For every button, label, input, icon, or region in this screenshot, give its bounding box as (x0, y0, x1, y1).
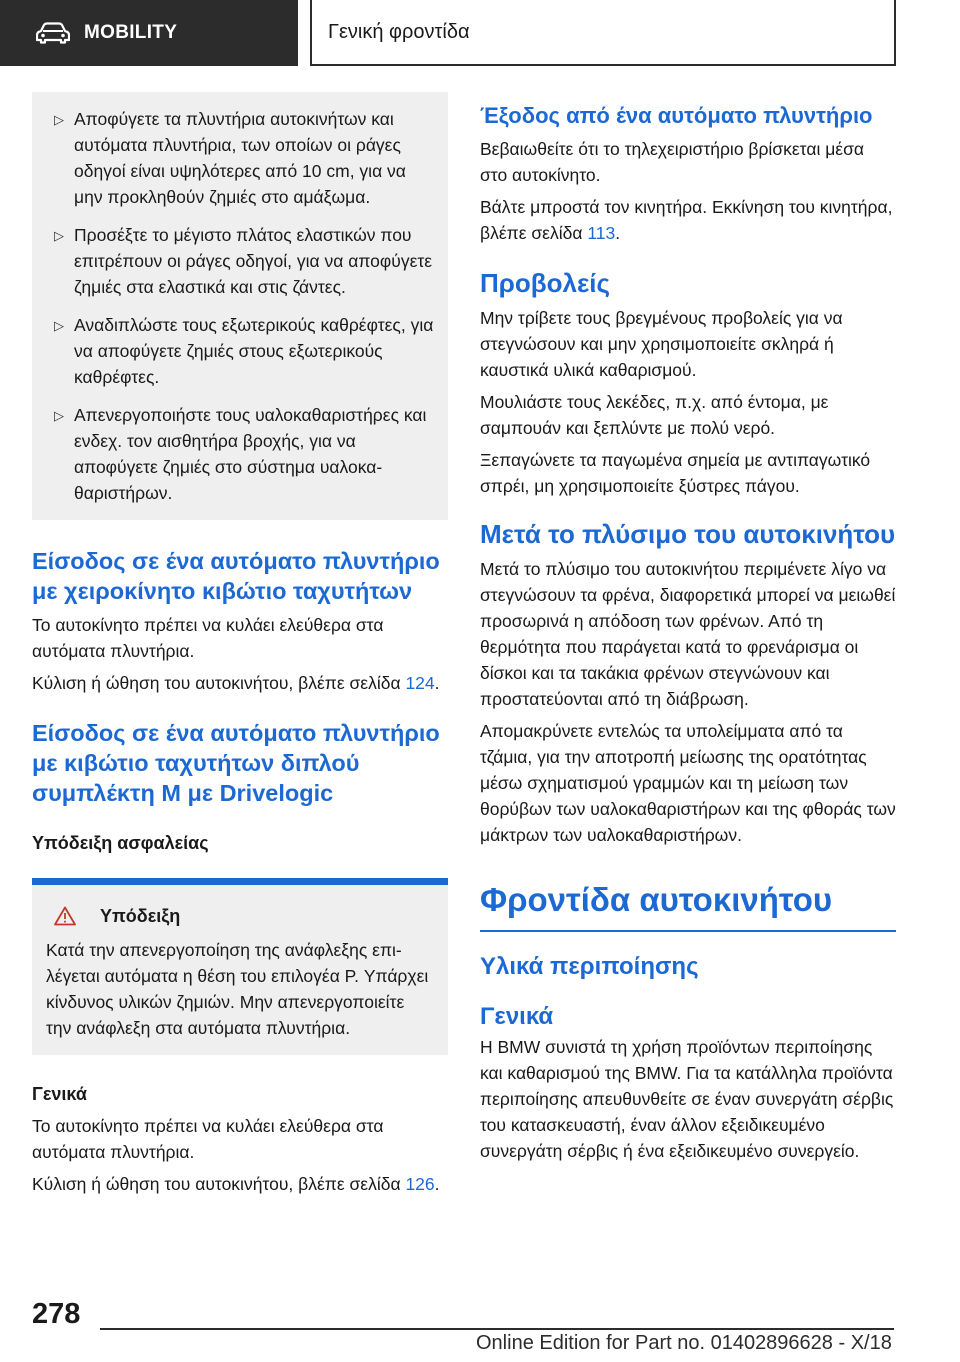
bullet-item (46, 300, 434, 390)
safety-heading: Υπόδειξη ασφαλείας (32, 833, 209, 853)
dct-heading: Είσοδος σε ένα αυτόματο πλυντήριο με κιβώτιο ταχυτήτων διπλού συμπλέκτη M με Drivelogic (32, 720, 440, 806)
triangle-bullet-icon: ▷ (54, 408, 64, 423)
right-column (480, 102, 896, 1164)
bullet-text: Αποφύγετε τα πλυντήρια αυτοκινήτων και αυτόματα πλυντήρια, των οποίων οι ράγες οδηγοί είναι υψηλότερες από 10 cm, για να μην προκληθούν ζημιές στο αμάξωμα. (74, 109, 406, 207)
afterwash-paragraph-2: Απομακρύνετε εντελώς τα υπολείμματα από τα τζάμια, για την αποτροπή μείωσης της ορατότητας μέσω σχηματισμού γραμμών και τη μείωση των θορύβων των υαλοκαθαριστήρων και της φθοράς των μάκτρων των υαλοκαθαριστήρων. (480, 721, 896, 845)
bullet-box (32, 92, 448, 520)
headlights-paragraph-3: Ξεπαγώνετε τα παγωμένα σημεία με αντιπαγωτικό σπρέι, μη χρησιμοποιείτε ξύστρες πάγου. (480, 450, 871, 496)
headlights-heading: Προβολείς (480, 268, 611, 298)
care-heading: Φροντίδα αυτοκινήτου (480, 881, 833, 918)
triangle-bullet-icon: ▷ (54, 228, 64, 243)
manual-paragraph-2: Κύλιση ή ώθηση του αυτοκινήτου, βλέπε σελίδα 124. (32, 673, 440, 693)
page-link-113[interactable]: 113 (587, 223, 616, 243)
exit-paragraph-2: Βάλτε μπροστά τον κινητήρα. Εκκίνηση του κινητήρα, βλέπε σελίδα 113. (480, 197, 893, 243)
afterwash-heading: Μετά το πλύσιμο του αυτοκινήτου (480, 519, 896, 549)
exit-paragraph-1: Βεβαιωθείτε ότι το τηλεχειριστήριο βρίσκεται μέσα στο αυτοκίνητο. (480, 139, 865, 185)
triangle-bullet-icon: ▷ (54, 112, 64, 127)
chapter-label: Γενική φροντίδα (328, 20, 470, 43)
headlights-paragraph-1: Μην τρίβετε τους βρεγμένους προβολείς για να στεγνώσουν και μην χρησιμοποιείτε σκληρά ή καυστικά υλικά καθαρισμού. (480, 308, 843, 380)
general-paragraph-1: Το αυτοκίνητο πρέπει να κυλάει ελεύθερα στα αυτόματα πλυντήρια. (32, 1116, 384, 1162)
chapter-tab[interactable] (310, 0, 896, 66)
page-header (0, 0, 960, 66)
warning-text: Κατά την απενεργοποίηση της ανάφλεξης επιλέγεται αυτόματα η θέση του επιλογέα P. Υπάρχει κίνδυνος υλικών ζημιών. Μην απενεργοποιείτε την ανάφλεξη στα αυτόματα πλυντήρια. (46, 940, 429, 1038)
general-heading-right: Γενικά (480, 1002, 554, 1030)
page-link-124[interactable]: 124 (405, 673, 435, 693)
section-label: MOBILITY (84, 22, 178, 43)
heading-rule (480, 930, 896, 932)
warning-box (32, 878, 448, 1055)
bullet-text: Προσέξτε το μέγιστο πλάτος ελαστικών που επιτρέπουν οι ράγες οδηγοί, για να αποφύγετε ζημιές στα ελαστικά και στις ζάντες. (74, 225, 433, 297)
bullet-text: Αναδιπλώστε τους εξωτερικούς καθρέφτες, για να αποφύγετε ζημιές στους εξωτερικούς καθρέφτες. (74, 315, 434, 387)
bullet-text: Απενεργοποιήστε τους υαλοκαθαριστήρες και ενδεχ. τον αισθητήρα βροχής, για να αποφύγετε ζημιές στο σύστημα υαλοκαθαριστήρων. (74, 405, 427, 503)
afterwash-paragraph-1: Μετά το πλύσιμο του αυτοκινήτου περιμένετε λίγο να στεγνώσουν τα φρένα, διαφορετικά μπορεί να μειωθεί προσωρινά η απόδοση των φρένων. Από τη θερμότητα που παράγεται κατά το φρενάρισμα οι δίσκοι και τα τακάκια φρένων στεγνώνουν και προστατεύονται από τη διάβρωση. (480, 559, 896, 709)
footer-rule (100, 1328, 894, 1330)
manual-gearbox-heading: Είσοδος σε ένα αυτόματο πλυντήριο με χειροκίνητο κιβώτιο ταχυτήτων (32, 548, 440, 604)
section-tab[interactable] (0, 0, 298, 66)
edition-text: Online Edition for Part no. 01402896628 - X/18 (476, 1332, 892, 1354)
warning-icon (54, 906, 76, 926)
left-column (32, 92, 448, 1197)
bullet-item (46, 390, 434, 506)
general-paragraph-2: Κύλιση ή ώθηση του αυτοκινήτου, βλέπε σελίδα 126. (32, 1174, 440, 1194)
general-heading-left: Γενικά (32, 1084, 87, 1104)
page-link-126[interactable]: 126 (405, 1174, 435, 1194)
bullet-item (46, 210, 434, 300)
products-heading: Υλικά περιποίησης (480, 952, 699, 980)
warning-title: Υπόδειξη (100, 906, 181, 926)
page-number: 278 (32, 1298, 81, 1330)
bullet-item (46, 94, 434, 210)
exit-heading: Έξοδος από ένα αυτόματο πλυντήριο (480, 103, 873, 128)
triangle-bullet-icon: ▷ (54, 318, 64, 333)
headlights-paragraph-2: Μουλιάστε τους λεκέδες, π.χ. από έντομα, με σαμπουάν και ξεπλύντε με πολύ νερό. (480, 392, 829, 438)
manual-paragraph-1: Το αυτοκίνητο πρέπει να κυλάει ελεύθερα στα αυτόματα πλυντήρια. (32, 615, 384, 661)
general-paragraph-right: Η BMW συνιστά τη χρήση προϊόντων περιποίησης και καθαρισμού της BMW. Για τα κατάλληλα προϊόντα περιποίησης απευθυνθείτε σε έναν συνεργάτη σέρβις του κατασκευαστή, έναν άλλον εξειδικευμένο συνεργάτη σέρβις ή ένα εξειδικευμένο συνεργείο. (480, 1036, 894, 1161)
car-icon (36, 22, 70, 44)
